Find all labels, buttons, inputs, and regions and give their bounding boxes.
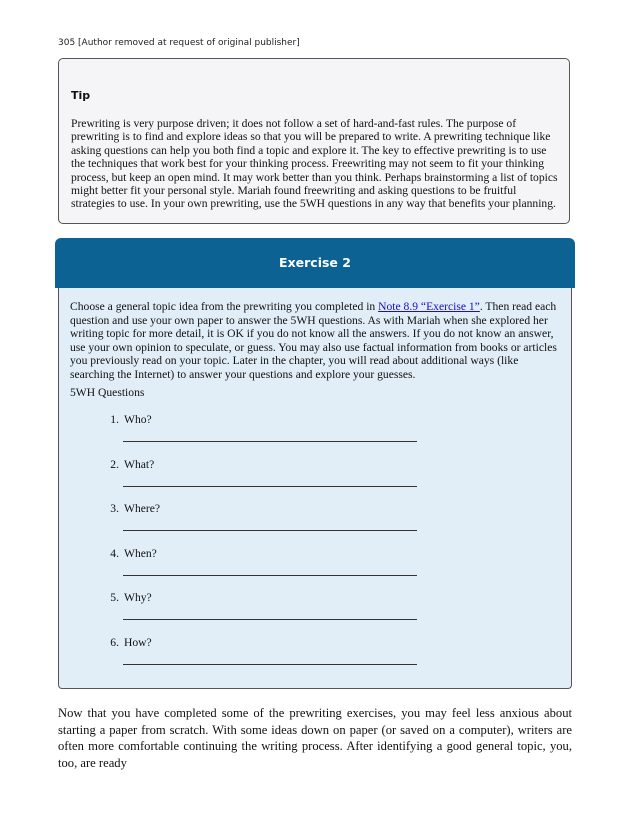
running-head: 305 [Author removed at request of original publisher] [58,38,300,48]
question-item [105,502,425,542]
body-paragraph: Now that you have completed some of the prewriting exercises, you may feel less anxious about starting a paper from scratch. With some ideas down on paper (or saved on a computer), writers are often more comfortable continuing the writing process. After identifying a good general topic, you, too, are ready [58,706,572,770]
question-number: 1. [110,413,119,426]
questions-list [59,288,571,688]
question-label: How? [124,636,152,649]
answer-line[interactable] [123,441,417,442]
question-label: When? [124,547,157,560]
exercise-1-link[interactable]: Note 8.9 “Exercise 1” [378,300,480,313]
answer-line[interactable] [123,619,417,620]
question-label: Why? [124,591,152,604]
question-number: 2. [110,458,119,471]
question-number: 6. [110,636,119,649]
question-item [105,591,425,631]
exercise-body [58,288,572,689]
question-item [105,636,425,676]
exercise-intro-end: . Then read each question and use your own paper to answer the 5WH questions. As with Mariah when she explored her writing topic for more detail, it is OK if you do not know all the answers. If you do not know an answer, use your own opinion to speculate, or guess. You may also use factual information from books or articles you previously read on your topic. Later in the chapter, you will read about additional ways (like searching the Internet) to answer your questions and explore your guesses. [70,300,557,381]
tip-box [58,58,570,224]
exercise-title: Exercise 2 [279,254,351,270]
question-item [105,547,425,587]
exercise-intro-start: Choose a general topic idea from the prewriting you completed in [70,300,379,313]
question-number: 4. [110,547,119,560]
question-label: What? [124,458,155,471]
question-number: 5. [110,591,119,604]
question-label: Where? [124,502,161,515]
question-item [105,413,425,453]
tip-text: Prewriting is very purpose driven; it does not follow a set of hard-and-fast rules. The purpose of prewriting is to find and explore ideas so that you will be prepared to write. A prewriting technique like asking questions can help you both find a topic and explore it. The key to effective prewriting is to use the techniques that work best for your thinking process. Freewriting may not seem to fit your thinking process, but keep an open mind. It may work better than you think. Perhaps brainstorming a list of topics might better fit your personal style. Mariah found freewriting and asking questions to be fruitful strategies to use. In your own prewriting, use the 5WH questions in any way that benefits your planning. [71,117,558,211]
questions-subheading: 5WH Questions [70,386,145,399]
answer-line[interactable] [123,486,417,487]
question-number: 3. [110,502,119,515]
tip-title: Tip [71,89,91,102]
answer-line[interactable] [123,530,417,531]
question-label: Who? [124,413,152,426]
exercise-header [55,238,575,288]
answer-line[interactable] [123,664,417,665]
question-item [105,458,425,498]
answer-line[interactable] [123,575,417,576]
